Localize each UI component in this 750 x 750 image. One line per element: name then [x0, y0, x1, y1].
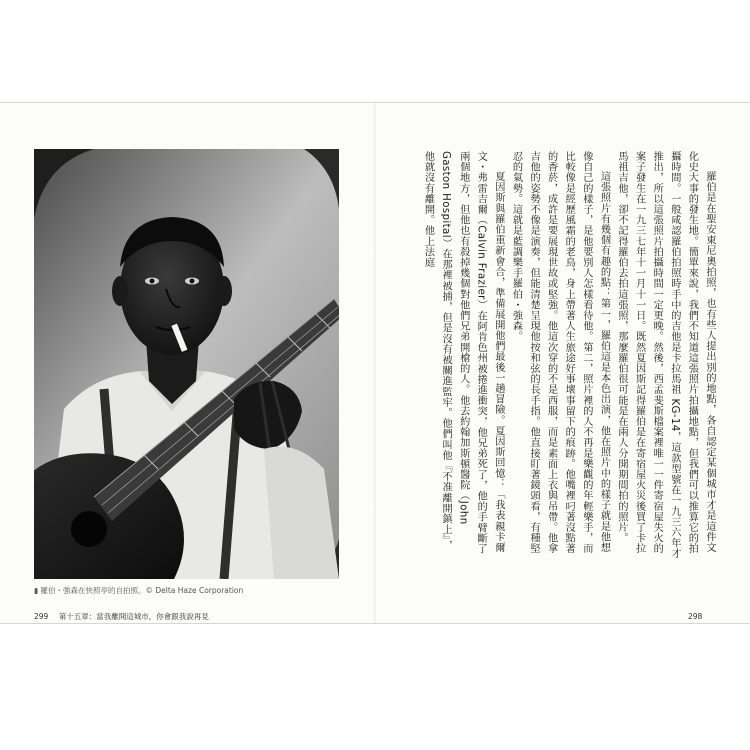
photo-caption: ▮ 羅伯・強森在快照亭的自拍照。© Delta Haze Corporation	[34, 586, 244, 595]
running-head: 第十五章：當我離開這城市，你會跟我說再見	[58, 612, 209, 621]
right-page-number: 298	[688, 612, 703, 621]
body-text	[400, 151, 718, 561]
paragraph: 羅伯是在聖安東尼奧拍照，也有些人提出別的地點，各自認定某個城市才是這件文化史大事的發生地。簡單來說，我們不知道這張照片拍攝地點，但我們可以推算它的拍攝時間。一般咸認羅伯拍照時手中的吉他是卡拉馬祖 KG-14，這款型號在一九三六年才推出，所以這張照片拍攝時間一定更晚。然後，西孟斐斯檔案裡唯一一件寄宿屋失火的案子發生在一九三七年十一月十一日。既然夏因斯記得羅伯是在寄宿屋火災後買了卡拉馬祖吉他，卻不記得羅伯去拍這張照，那麼羅伯很可能是在兩人分開期間拍的照片。	[616, 151, 715, 559]
book-gutter	[374, 103, 376, 623]
paragraph: 夏因斯與羅伯重新會合，準備展開他們最後一趟冒險。夏因斯回憶：「我表親卡爾文・弗雷吉爾（Calvin Frazier）在阿肯色州被捲進衝突，他兄弟死了，他的手臂斷了兩個地方，但他也有殺掉幾個對他們兄弟開槍的人。他去約翰加斯頓醫院（John Gaston Hospital）在那裡被捕，但是沒有被關進監牢。他們叫他『不准離開鎮上』，他就沒有離開。他上法庭	[422, 151, 504, 555]
left-page-number: 299	[34, 612, 49, 621]
photo-illustration	[34, 149, 339, 579]
portrait-photo	[34, 149, 339, 579]
book-spread	[0, 102, 750, 624]
paragraph: 這張照片有幾個有趣的點：第一，羅伯這是本色出演，他在照片中的樣子就是他想像自己的樣子，是他要別人怎樣看待他。第二，照片裡的人不再是樂觀的年輕樂手，而比較像是經歷風霜的老鳥，身上帶著人生旅途好事壞事留下的痕跡。他嘴裡叼著沒點著的香菸，成許是要展現世故或堅強。他這次穿的不是西服，而是素面上衣與吊帶。他拿吉他的姿勢不像是演奏，但能清楚呈現他按和弦的長手指。他直接盯著鏡頭看，有種堅忍的氣勢。這就是藍調樂手羅伯・強森。	[510, 151, 610, 554]
left-page-footer	[34, 611, 209, 623]
